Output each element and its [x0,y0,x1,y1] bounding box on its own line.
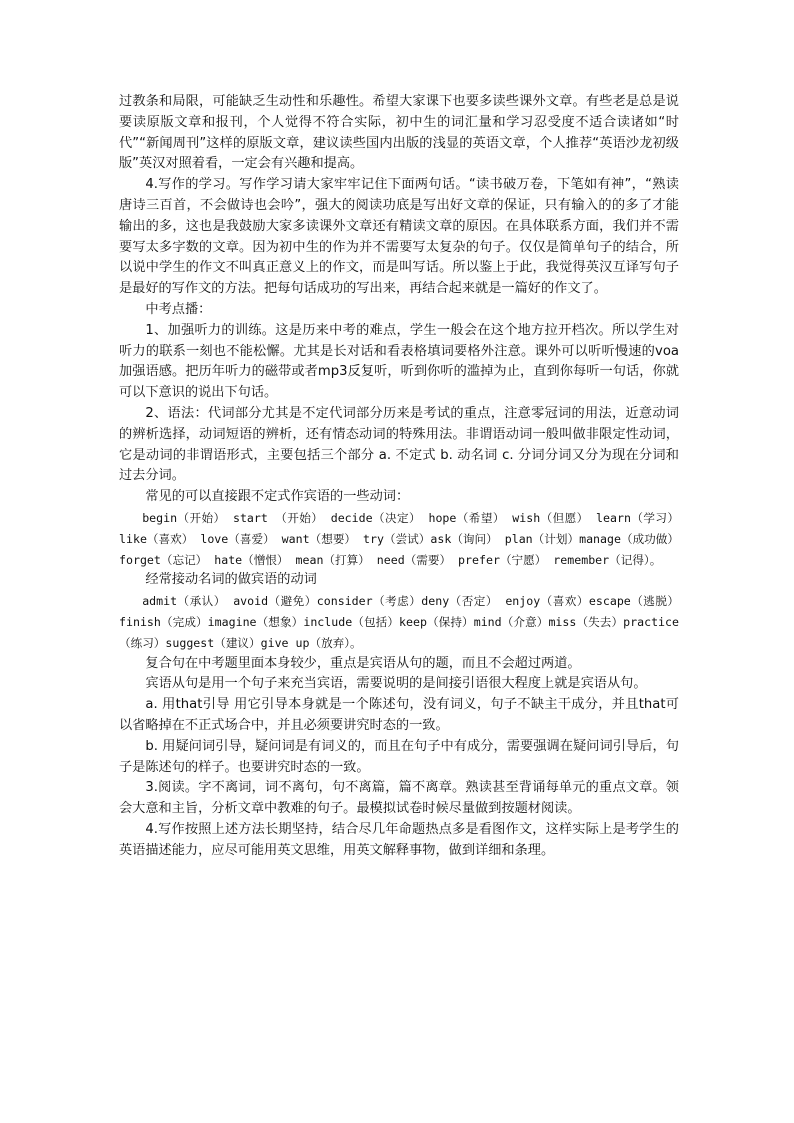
paragraph-grammar: 2、语法：代词部分尤其是不定代词部分历来是考试的重点，注意零冠词的用法，近意动词的辨析选择，动词短语的辨析，还有情态动词的特殊用法。非谓语动词一般叫做非限定性动词，它是动词的非谓语形式，主要包括三个部分 a. 不定式 b. 动名词 c. 分词分词又分为现在分词和过去分词。 [119,405,679,484]
paragraph-reading-advice: 过教条和局限，可能缺乏生动性和乐趣性。希望大家课下也要多读些课外文章。有些老是总是说要读原版文章和报刊，个人觉得不符合实际，初中生的词汇量和学习忍受度不适合读诸如“时代”“新闻周刊”这样的原版文章，建议读些国内出版的浅显的英语文章，个人推荐“英语沙龙初级版”英汉对照着看，一定会有兴趣和提高。 [119,94,679,172]
section-heading-exam-tips: 中考点播： [145,301,212,317]
paragraph-writing-study: 4.写作的学习。写作学习请大家牢牢记住下面两句话。“读书破万卷，下笔如有神”，“熟读唐诗三百首，不会做诗也会吟”，强大的阅读功底是写出好文章的保证，只有输入的的多了才能输出的多，这也是我鼓励大家多读课外文章还有精读文章的原因。在具体联系方面，我们并不需要写太多字数的文章。因为初中生的作为并不需要写太复杂的句子。仅仅是简单句子的结合，所以说中学生的作文不叫真正意义上的作文，而是叫写话。所以鉴上于此，我觉得英汉互译写句子是最好的写作文的方法。把每句话成功的写出来，再结合起来就是一篇好的作文了。 [119,177,679,297]
document-body [119,92,679,861]
paragraph-that-clause: a. 用that引导 用它引导本身就是一个陈述句，没有词义，句子不缺主干成分，并且that可以省略掉在不正式场合中，并且必须要讲究时态的一致。 [119,697,679,733]
paragraph-object-clause: 宾语从句是用一个句子来充当宾语，需要说明的是间接引语很大程度上就是宾语从句。 [145,676,647,692]
paragraph-writing: 4.写作按照上述方法长期坚持，结合尽几年命题热点多是看图作文，这样实际上是考学生的英语描述能力，应尽可能用英文思维，用英文解释事物，做到详细和条理。 [119,821,679,858]
paragraph-question-clause: b. 用疑问词引导，疑问词是有词义的，而且在句子中有成分，需要强调在疑问词引导后，句子是陈述句的样子。也要讲究时态的一致。 [119,738,679,775]
paragraph-gerund-heading: 经常接动名词的做宾语的动词 [145,572,317,588]
paragraph-reading: 3.阅读。字不离词，词不离句，句不离篇，篇不离章。熟读甚至背诵每单元的重点文章。领会大意和主旨，分析文章中教难的句子。最模拟试卷时候尽量做到按题材阅读。 [119,780,679,817]
paragraph-infinitive-heading: 常见的可以直接跟不定式作宾语的一些动词： [145,489,410,505]
paragraph-infinitive-verbs: begin（开始） start （开始） decide（决定） hope（希望） wish（但愿） learn（学习）like（喜欢） love（喜爱） want（想要） try（尝试）ask（询问） plan（计划）manage（成功做） forget（忘记） hate（憎恨） mean（打算） need（需要） prefer（宁愿） remember（记得）。 [119,510,679,567]
paragraph-gerund-verbs: admit（承认） avoid（避免）consider（考虑）deny（否定） enjoy（喜欢）escape（逃脱） finish（完成）imagine（想象）include（包括）keep（保持）mind（介意）miss（失去）practice（练习）suggest（建议）give up（放弃）。 [119,594,679,650]
paragraph-compound-sentence: 复合句在中考题里面本身较少，重点是宾语从句的题，而且不会超过两道。 [145,655,581,671]
paragraph-listening: 1、加强听力的训练。这是历来中考的难点，学生一般会在这个地方拉开档次。所以学生对听力的联系一刻也不能松懈。尤其是长对话和看表格填词要格外注意。课外可以听听慢速的voa加强语感。把历年听力的磁带或者mp3反复听，听到你听的滥掉为止，直到你每听一句话，你就可以下意识的说出下句话。 [119,322,679,401]
